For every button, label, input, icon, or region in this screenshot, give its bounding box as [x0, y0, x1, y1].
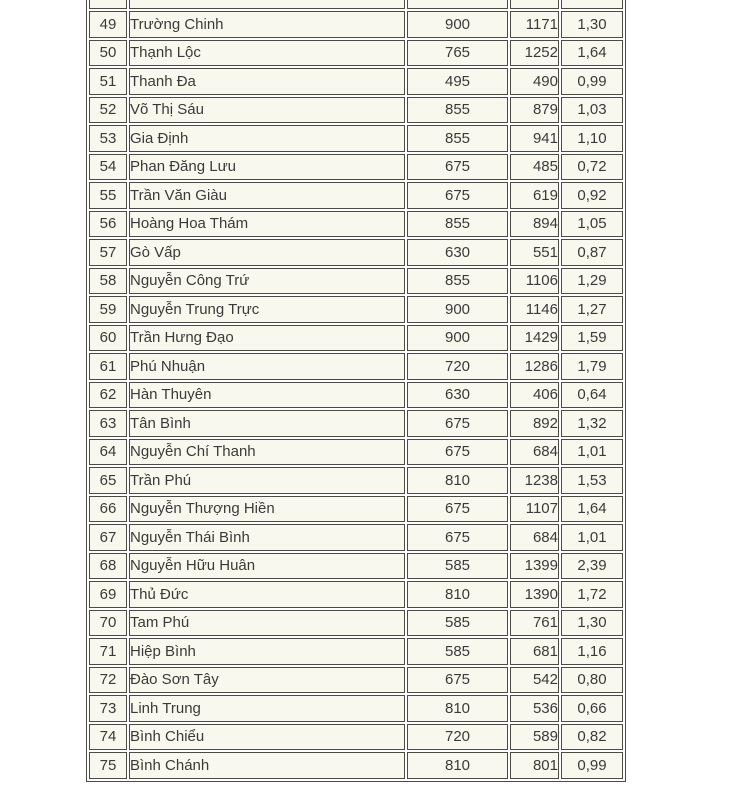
name-cell: Gia Định [129, 125, 405, 152]
ratio-cell: 0,66 [561, 695, 623, 722]
row-number-cell: 50 [89, 40, 127, 67]
name-cell: Tân Bình [129, 410, 405, 437]
cut-cell [561, 0, 623, 9]
value1-cell: 630 [407, 382, 508, 409]
row-number-cell: 52 [89, 97, 127, 124]
value1-cell: 675 [407, 154, 508, 181]
row-number-cell: 69 [89, 581, 127, 608]
value2-cell: 551 [510, 239, 559, 266]
value2-cell: 1252 [510, 40, 559, 67]
table-row [89, 496, 623, 523]
row-number-cell: 49 [89, 11, 127, 38]
table-row [89, 667, 623, 694]
row-number-cell: 59 [89, 296, 127, 323]
ratio-cell: 0,82 [561, 724, 623, 751]
table-row [89, 410, 623, 437]
ratio-cell: 1,05 [561, 211, 623, 238]
value1-cell: 675 [407, 667, 508, 694]
value1-cell: 810 [407, 752, 508, 779]
value1-cell: 810 [407, 695, 508, 722]
table-row [89, 325, 623, 352]
table-row [89, 524, 623, 551]
row-number-cell: 63 [89, 410, 127, 437]
ratio-cell: 1,30 [561, 610, 623, 637]
value1-cell: 810 [407, 581, 508, 608]
value2-cell: 536 [510, 695, 559, 722]
value2-cell: 589 [510, 724, 559, 751]
name-cell: Trần Phú [129, 467, 405, 494]
row-number-cell: 58 [89, 268, 127, 295]
ratio-cell: 1,64 [561, 496, 623, 523]
cut-cell [407, 0, 508, 9]
table-row [89, 467, 623, 494]
row-number-cell: 71 [89, 638, 127, 665]
name-cell: Hàn Thuyên [129, 382, 405, 409]
table-row [89, 724, 623, 751]
value1-cell: 585 [407, 638, 508, 665]
value1-cell: 720 [407, 724, 508, 751]
name-cell: Nguyễn Trung Trực [129, 296, 405, 323]
name-cell: Bình Chiểu [129, 724, 405, 751]
name-cell: Thanh Đa [129, 68, 405, 95]
ratio-cell: 1,53 [561, 467, 623, 494]
ratio-cell: 1,16 [561, 638, 623, 665]
cut-cell [129, 0, 405, 9]
ratio-cell: 0,72 [561, 154, 623, 181]
value1-cell: 900 [407, 325, 508, 352]
ratio-cell: 0,99 [561, 68, 623, 95]
value2-cell: 761 [510, 610, 559, 637]
name-cell: Linh Trung [129, 695, 405, 722]
value2-cell: 1106 [510, 268, 559, 295]
row-number-cell: 72 [89, 667, 127, 694]
name-cell: Võ Thị Sáu [129, 97, 405, 124]
value2-cell: 406 [510, 382, 559, 409]
table-row [89, 382, 623, 409]
table-row [89, 268, 623, 295]
row-number-cell: 70 [89, 610, 127, 637]
cut-cell [89, 0, 127, 9]
row-number-cell: 66 [89, 496, 127, 523]
name-cell: Tam Phú [129, 610, 405, 637]
ratio-cell: 1,64 [561, 40, 623, 67]
value2-cell: 892 [510, 410, 559, 437]
row-number-cell: 61 [89, 353, 127, 380]
row-number-cell: 56 [89, 211, 127, 238]
value1-cell: 675 [407, 496, 508, 523]
value1-cell: 675 [407, 182, 508, 209]
ratio-cell: 1,01 [561, 524, 623, 551]
table-row [89, 97, 623, 124]
name-cell: Hoàng Hoa Thám [129, 211, 405, 238]
ratio-cell: 1,29 [561, 268, 623, 295]
value2-cell: 941 [510, 125, 559, 152]
cut-cell [510, 0, 559, 9]
row-number-cell: 60 [89, 325, 127, 352]
row-number-cell: 65 [89, 467, 127, 494]
name-cell: Trường Chinh [129, 11, 405, 38]
value2-cell: 485 [510, 154, 559, 181]
table-row [89, 211, 623, 238]
name-cell: Nguyễn Thái Bình [129, 524, 405, 551]
value2-cell: 1146 [510, 296, 559, 323]
name-cell: Nguyễn Thượng Hiền [129, 496, 405, 523]
name-cell: Bình Chánh [129, 752, 405, 779]
value1-cell: 720 [407, 353, 508, 380]
row-number-cell: 51 [89, 68, 127, 95]
name-cell: Nguyễn Hữu Huân [129, 553, 405, 580]
name-cell: Thủ Đức [129, 581, 405, 608]
name-cell: Phú Nhuận [129, 353, 405, 380]
value2-cell: 894 [510, 211, 559, 238]
row-number-cell: 55 [89, 182, 127, 209]
value2-cell: 1286 [510, 353, 559, 380]
value2-cell: 1171 [510, 11, 559, 38]
table-row [89, 40, 623, 67]
value1-cell: 900 [407, 11, 508, 38]
table-row [89, 581, 623, 608]
ratio-cell: 1,72 [561, 581, 623, 608]
row-number-cell: 62 [89, 382, 127, 409]
ratio-cell: 1,03 [561, 97, 623, 124]
name-cell: Trần Văn Giàu [129, 182, 405, 209]
value2-cell: 684 [510, 439, 559, 466]
value2-cell: 1107 [510, 496, 559, 523]
value1-cell: 675 [407, 439, 508, 466]
name-cell: Hiệp Bình [129, 638, 405, 665]
ratio-cell: 0,99 [561, 752, 623, 779]
ratio-cell: 2,39 [561, 553, 623, 580]
row-number-cell: 53 [89, 125, 127, 152]
value2-cell: 542 [510, 667, 559, 694]
table-row [89, 610, 623, 637]
table-row [89, 695, 623, 722]
table-row [89, 752, 623, 779]
table-row [89, 296, 623, 323]
value2-cell: 879 [510, 97, 559, 124]
value2-cell: 684 [510, 524, 559, 551]
table-row [89, 125, 623, 152]
value2-cell: 619 [510, 182, 559, 209]
table-row [89, 239, 623, 266]
value1-cell: 495 [407, 68, 508, 95]
value1-cell: 630 [407, 239, 508, 266]
value2-cell: 801 [510, 752, 559, 779]
value2-cell: 1399 [510, 553, 559, 580]
table-row [89, 439, 623, 466]
table-row [89, 182, 623, 209]
value1-cell: 585 [407, 553, 508, 580]
table-row [89, 553, 623, 580]
row-number-cell: 75 [89, 752, 127, 779]
value1-cell: 855 [407, 97, 508, 124]
table-row [89, 11, 623, 38]
value1-cell: 900 [407, 296, 508, 323]
row-number-cell: 64 [89, 439, 127, 466]
name-cell: Gò Vấp [129, 239, 405, 266]
table-row [89, 68, 623, 95]
ratio-cell: 1,10 [561, 125, 623, 152]
name-cell: Nguyễn Công Trứ [129, 268, 405, 295]
row-number-cell: 73 [89, 695, 127, 722]
row-number-cell: 74 [89, 724, 127, 751]
ratio-cell: 0,80 [561, 667, 623, 694]
ratio-cell: 0,92 [561, 182, 623, 209]
value1-cell: 675 [407, 524, 508, 551]
value2-cell: 490 [510, 68, 559, 95]
table-viewport [86, 0, 630, 792]
table-row [89, 638, 623, 665]
ratio-cell: 1,27 [561, 296, 623, 323]
table-row [89, 353, 623, 380]
value2-cell: 681 [510, 638, 559, 665]
row-number-cell: 67 [89, 524, 127, 551]
value1-cell: 675 [407, 410, 508, 437]
ratio-cell: 1,30 [561, 11, 623, 38]
value1-cell: 855 [407, 268, 508, 295]
value1-cell: 810 [407, 467, 508, 494]
table-row [89, 154, 623, 181]
name-cell: Phan Đăng Lưu [129, 154, 405, 181]
row-number-cell: 57 [89, 239, 127, 266]
value1-cell: 855 [407, 211, 508, 238]
value1-cell: 855 [407, 125, 508, 152]
name-cell: Thạnh Lộc [129, 40, 405, 67]
ratio-cell: 1,59 [561, 325, 623, 352]
ratio-cell: 0,87 [561, 239, 623, 266]
name-cell: Đào Sơn Tây [129, 667, 405, 694]
name-cell: Trần Hưng Đạo [129, 325, 405, 352]
row-number-cell: 54 [89, 154, 127, 181]
ratio-cell: 1,01 [561, 439, 623, 466]
cut-off-row [89, 0, 623, 9]
value2-cell: 1429 [510, 325, 559, 352]
name-cell: Nguyễn Chí Thanh [129, 439, 405, 466]
table-body [89, 0, 623, 779]
ratio-cell: 1,32 [561, 410, 623, 437]
ratio-cell: 1,79 [561, 353, 623, 380]
data-table [86, 0, 626, 782]
value1-cell: 765 [407, 40, 508, 67]
value1-cell: 585 [407, 610, 508, 637]
value2-cell: 1390 [510, 581, 559, 608]
value2-cell: 1238 [510, 467, 559, 494]
ratio-cell: 0,64 [561, 382, 623, 409]
row-number-cell: 68 [89, 553, 127, 580]
